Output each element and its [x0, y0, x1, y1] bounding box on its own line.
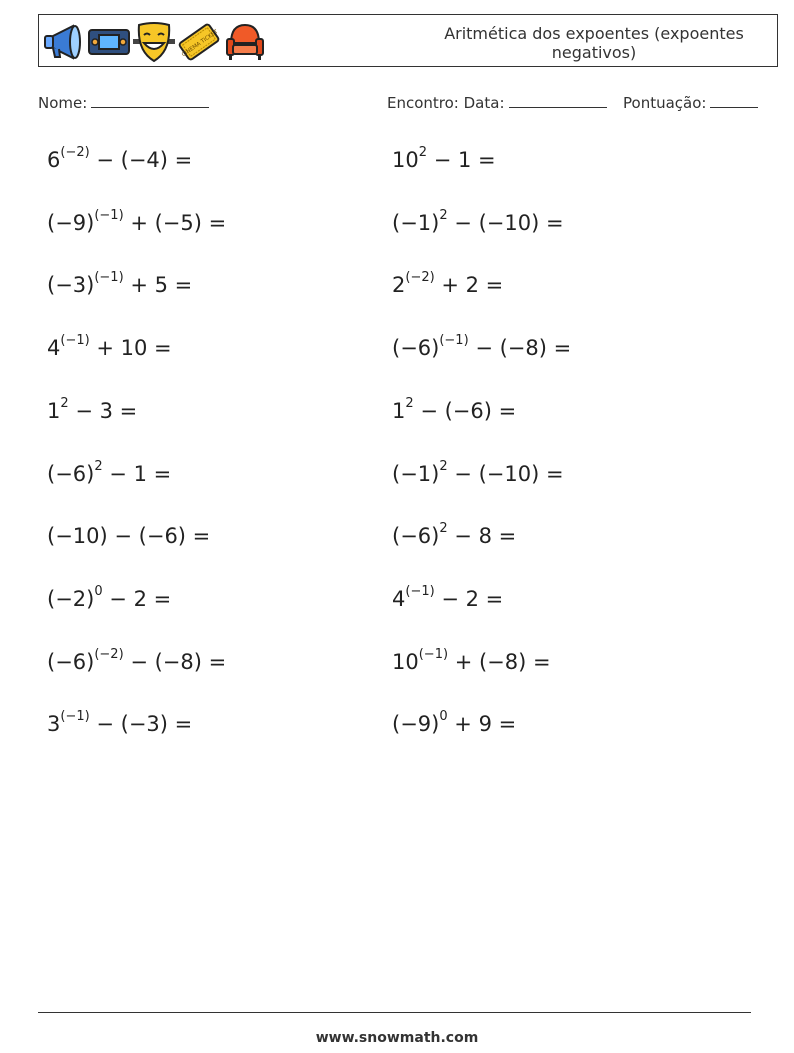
problem-item	[47, 646, 227, 674]
problem-exponent: 0	[439, 709, 448, 725]
problem-base: (−9)	[47, 210, 95, 235]
name-label: Nome:	[38, 94, 88, 112]
problem-rest: + 2 =	[434, 273, 504, 298]
problem-exponent: (−1)	[418, 646, 449, 662]
problem-base: (−6)	[47, 461, 95, 486]
problem-item	[392, 583, 504, 611]
problem-base: (−6)	[47, 649, 95, 674]
problem-item	[392, 333, 572, 361]
problem-rest: − 2 =	[434, 586, 504, 611]
problem-rest: − (−10) =	[447, 461, 564, 486]
problem-rest: − (−4) =	[89, 148, 193, 172]
problem-base: (−6)	[392, 336, 440, 361]
problem-exponent: 2	[439, 521, 448, 537]
problem-exponent: 2	[405, 395, 414, 411]
problem-base: (−10) − (−6) =	[47, 524, 211, 549]
problem-exponent: (−1)	[405, 583, 435, 599]
problem-rest: + (−5) =	[123, 210, 227, 235]
problem-exponent: 2	[60, 395, 69, 411]
problem-rest: − (−8) =	[468, 336, 572, 361]
problem-item	[47, 524, 210, 548]
problem-rest: − 8 =	[447, 524, 517, 549]
footer-url: www.snowmath.com	[315, 1030, 479, 1046]
problem-exponent: (−2)	[405, 270, 435, 286]
problem-item	[392, 646, 551, 674]
encounter-label: Encontro: Data:	[387, 94, 505, 112]
problem-item	[392, 395, 517, 423]
score-label: Pontuação:	[623, 94, 707, 112]
problem-exponent: (−1)	[94, 270, 124, 286]
problem-exponent: 0	[94, 583, 103, 599]
problem-rest: − 2 =	[102, 586, 172, 611]
problem-base: (−9)	[392, 712, 440, 737]
problem-item	[47, 207, 227, 235]
problem-exponent: (−2)	[94, 646, 124, 662]
problem-exponent: (−1)	[60, 333, 90, 349]
problem-base: (−2)	[47, 586, 95, 611]
problem-base: 3	[47, 712, 61, 737]
problem-exponent: 2	[94, 458, 103, 474]
problem-item	[392, 270, 504, 298]
problem-exponent: (−1)	[94, 207, 124, 223]
problem-base: (−6)	[392, 524, 440, 549]
problem-item	[47, 458, 172, 486]
problem-item	[392, 458, 564, 486]
problem-item	[392, 207, 564, 235]
problem-rest: − 1 =	[102, 461, 172, 486]
problem-item	[47, 145, 193, 172]
problem-base: (−1)	[392, 210, 440, 235]
problem-exponent: 2	[439, 458, 448, 474]
problem-rest: − (−6) =	[413, 398, 517, 423]
problem-item	[47, 395, 138, 423]
problem-item	[47, 333, 172, 361]
problem-base: 10	[392, 148, 419, 172]
problem-item	[47, 709, 193, 737]
problem-item	[47, 583, 172, 611]
problem-rest: − (−3) =	[89, 712, 193, 737]
problem-exponent: (−1)	[60, 709, 90, 725]
problem-rest: − (−8) =	[123, 649, 227, 674]
problem-rest: + 10 =	[89, 336, 172, 361]
problem-item	[392, 521, 517, 549]
problem-base: 6	[47, 148, 61, 172]
problem-base: 2	[392, 273, 406, 298]
problem-item	[47, 270, 193, 298]
problem-exponent: 2	[418, 145, 428, 160]
problem-exponent: 2	[439, 207, 448, 223]
footer-divider	[38, 1012, 751, 1013]
problem-exponent: (−1)	[439, 333, 469, 349]
problem-base: 4	[392, 586, 406, 611]
problem-base: 10	[392, 649, 419, 674]
problem-base: (−1)	[392, 461, 440, 486]
problem-rest: − (−10) =	[447, 210, 564, 235]
problem-exponent: (−2)	[60, 145, 90, 160]
ticket-text: CINEMA TICKET	[180, 28, 220, 59]
problem-base: 1	[47, 398, 61, 423]
problem-rest: − 1 =	[427, 148, 496, 172]
problem-base: (−3)	[47, 273, 95, 298]
problem-rest: + 9 =	[447, 712, 517, 737]
worksheet-title: Aritmética dos expoentes (expoentes negativos)	[444, 24, 744, 62]
problem-base: 1	[392, 398, 406, 423]
problem-rest: + (−8) =	[448, 649, 551, 674]
problem-item	[392, 145, 496, 172]
problem-item	[392, 709, 517, 737]
problem-rest: − 3 =	[68, 398, 138, 423]
problem-rest: + 5 =	[123, 273, 193, 298]
problem-base: 4	[47, 336, 61, 361]
